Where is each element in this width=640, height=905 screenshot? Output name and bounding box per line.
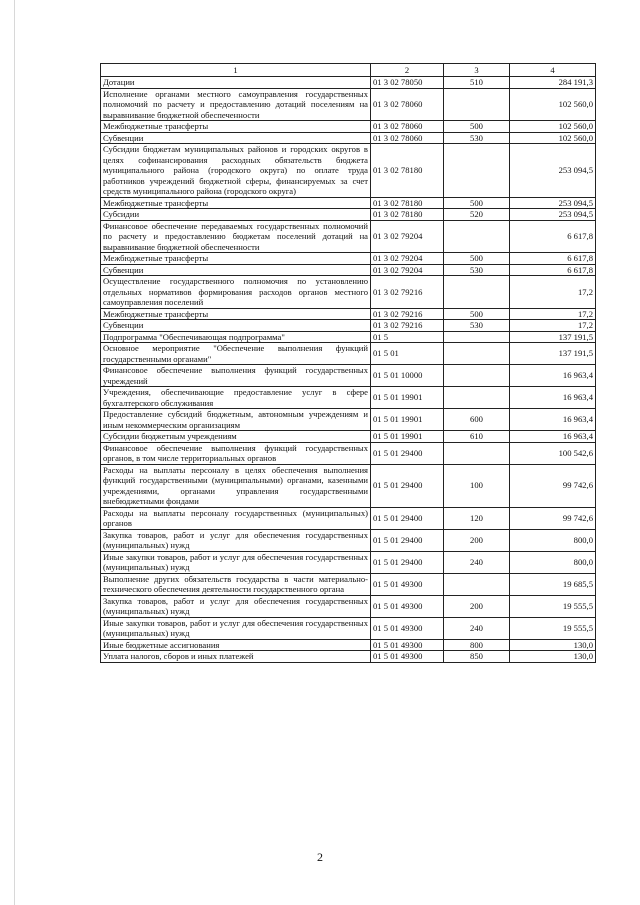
row-code: 01 5 01 49300 (371, 617, 444, 639)
row-code: 01 5 01 29400 (371, 442, 444, 464)
row-amount: 800,0 (510, 551, 596, 573)
scan-edge-line (14, 0, 15, 905)
row-code: 01 3 02 78060 (371, 121, 444, 133)
table-row (101, 387, 596, 409)
row-name: Межбюджетные трансферты (101, 308, 371, 320)
row-amount: 130,0 (510, 639, 596, 651)
row-amount: 99 742,6 (510, 507, 596, 529)
row-name: Иные закупки товаров, работ и услуг для обеспечения государственных (муниципальных) нужд (101, 617, 371, 639)
table-row (101, 365, 596, 387)
row-code: 01 5 01 49300 (371, 573, 444, 595)
row-amount: 17,2 (510, 276, 596, 309)
row-amount: 102 560,0 (510, 132, 596, 144)
row-code: 01 3 02 79216 (371, 320, 444, 332)
row-expense-type: 850 (444, 651, 510, 663)
row-expense-type: 500 (444, 253, 510, 265)
table-row (101, 529, 596, 551)
row-name: Дотации (101, 77, 371, 89)
row-name: Расходы на выплаты персоналу государственных (муниципальных) органов (101, 507, 371, 529)
table-row (101, 220, 596, 253)
row-amount: 284 191,3 (510, 77, 596, 89)
table-row (101, 253, 596, 265)
row-amount: 6 617,8 (510, 253, 596, 265)
row-code: 01 5 01 19901 (371, 387, 444, 409)
row-amount: 6 617,8 (510, 220, 596, 253)
row-expense-type: 800 (444, 639, 510, 651)
row-code: 01 5 01 29400 (371, 551, 444, 573)
table-row (101, 573, 596, 595)
row-amount: 17,2 (510, 308, 596, 320)
row-amount: 19 555,5 (510, 617, 596, 639)
row-name: Подпрограмма "Обеспечивающая подпрограмма" (101, 331, 371, 343)
row-name: Финансовое обеспечение передаваемых государственных полномочий по расчету и предоставлению бюджетам поселений дотаций на выравнивание бюджетной обеспеченности (101, 220, 371, 253)
table-row (101, 409, 596, 431)
table-row (101, 651, 596, 663)
table-row (101, 197, 596, 209)
table-row (101, 77, 596, 89)
row-amount: 102 560,0 (510, 121, 596, 133)
row-amount: 16 963,4 (510, 431, 596, 443)
row-expense-type: 500 (444, 308, 510, 320)
table-row (101, 209, 596, 221)
row-code: 01 5 01 29400 (371, 464, 444, 507)
table-row (101, 595, 596, 617)
row-code: 01 3 02 78050 (371, 77, 444, 89)
row-amount: 253 094,5 (510, 144, 596, 198)
table-row (101, 132, 596, 144)
row-name: Финансовое обеспечение выполнения функций государственных учреждений (101, 365, 371, 387)
table-row (101, 276, 596, 309)
header-col-1: 1 (101, 64, 371, 77)
row-name: Межбюджетные трансферты (101, 121, 371, 133)
row-name: Иные закупки товаров, работ и услуг для обеспечения государственных (муниципальных) нужд (101, 551, 371, 573)
table-row (101, 121, 596, 133)
row-amount: 137 191,5 (510, 343, 596, 365)
row-amount: 16 963,4 (510, 387, 596, 409)
row-code: 01 5 01 19901 (371, 409, 444, 431)
row-code: 01 5 01 (371, 343, 444, 365)
row-expense-type: 240 (444, 617, 510, 639)
row-expense-type: 520 (444, 209, 510, 221)
row-code: 01 3 02 78060 (371, 132, 444, 144)
row-expense-type: 120 (444, 507, 510, 529)
row-expense-type (444, 144, 510, 198)
row-name: Межбюджетные трансферты (101, 253, 371, 265)
row-amount: 253 094,5 (510, 209, 596, 221)
table-row (101, 639, 596, 651)
row-code: 01 5 01 29400 (371, 507, 444, 529)
row-name: Осуществление государственного полномочия по установлению отдельных нормативов формирования расходов органов местного самоуправления поселений (101, 276, 371, 309)
row-name: Закупка товаров, работ и услуг для обеспечения государственных (муниципальных) нужд (101, 529, 371, 551)
row-code: 01 5 01 29400 (371, 529, 444, 551)
table-row (101, 551, 596, 573)
row-code: 01 5 01 19901 (371, 431, 444, 443)
table-row (101, 431, 596, 443)
row-amount: 800,0 (510, 529, 596, 551)
row-name: Иные бюджетные ассигнования (101, 639, 371, 651)
table-row (101, 507, 596, 529)
row-code: 01 3 02 79204 (371, 264, 444, 276)
row-code: 01 3 02 79216 (371, 308, 444, 320)
row-expense-type (444, 343, 510, 365)
row-amount: 16 963,4 (510, 409, 596, 431)
row-amount: 6 617,8 (510, 264, 596, 276)
row-expense-type (444, 365, 510, 387)
header-col-4: 4 (510, 64, 596, 77)
table-row (101, 331, 596, 343)
table-header-row (101, 64, 596, 77)
row-expense-type: 610 (444, 431, 510, 443)
row-code: 01 5 01 10000 (371, 365, 444, 387)
row-name: Основное мероприятие "Обеспечение выполнения функций государственными органами" (101, 343, 371, 365)
row-expense-type: 240 (444, 551, 510, 573)
row-name: Выполнение других обязательств государства в части материально-технического обеспечения деятельности государственного органа (101, 573, 371, 595)
row-amount: 17,2 (510, 320, 596, 332)
table-row (101, 144, 596, 198)
row-amount: 137 191,5 (510, 331, 596, 343)
page-number: 2 (317, 850, 323, 864)
header-col-2: 2 (371, 64, 444, 77)
row-expense-type: 200 (444, 595, 510, 617)
row-name: Финансовое обеспечение выполнения функций государственных органов, в том числе территориальных органов (101, 442, 371, 464)
row-amount: 19 555,5 (510, 595, 596, 617)
row-name: Учреждения, обеспечивающие предоставление услуг в сфере бухгалтерского обслуживания (101, 387, 371, 409)
row-name: Субвенции (101, 320, 371, 332)
row-code: 01 5 01 49300 (371, 651, 444, 663)
row-expense-type (444, 387, 510, 409)
row-code: 01 3 02 78180 (371, 197, 444, 209)
table-row (101, 464, 596, 507)
row-code: 01 3 02 78180 (371, 209, 444, 221)
row-expense-type (444, 88, 510, 121)
row-expense-type (444, 331, 510, 343)
row-name: Закупка товаров, работ и услуг для обеспечения государственных (муниципальных) нужд (101, 595, 371, 617)
row-name: Предоставление субсидий бюджетным, автономным учреждениям и иным некоммерческим организациям (101, 409, 371, 431)
table-row (101, 320, 596, 332)
row-code: 01 5 (371, 331, 444, 343)
row-code: 01 3 02 79204 (371, 253, 444, 265)
row-expense-type: 100 (444, 464, 510, 507)
row-expense-type: 500 (444, 121, 510, 133)
row-name: Расходы на выплаты персоналу в целях обеспечения выполнения функций государственными (муниципальными) органами, казенными учреждениями, органами управления государственными внебюджетными фондами (101, 464, 371, 507)
row-amount: 130,0 (510, 651, 596, 663)
row-amount: 100 542,6 (510, 442, 596, 464)
row-expense-type (444, 220, 510, 253)
row-code: 01 3 02 79216 (371, 276, 444, 309)
row-name: Субсидии (101, 209, 371, 221)
row-code: 01 5 01 49300 (371, 639, 444, 651)
table-row (101, 442, 596, 464)
row-expense-type: 530 (444, 132, 510, 144)
row-expense-type: 530 (444, 264, 510, 276)
row-amount: 19 685,5 (510, 573, 596, 595)
row-amount: 99 742,6 (510, 464, 596, 507)
row-name: Исполнение органами местного самоуправления государственных полномочий по расчету и предоставлению дотаций поселениям на выравнивание бюджетной обеспеченности (101, 88, 371, 121)
row-code: 01 3 02 78060 (371, 88, 444, 121)
table-row (101, 264, 596, 276)
row-code: 01 5 01 49300 (371, 595, 444, 617)
row-expense-type (444, 573, 510, 595)
row-name: Субсидии бюджетам муниципальных районов и городских округов в целях софинансирования расходных обязательств бюджета муниципального района (городского округа) по оплате труда работников учреждений бюджетной сферы, финансируемых за счет средств муниципального района (городского округа) (101, 144, 371, 198)
table-row (101, 617, 596, 639)
row-amount: 16 963,4 (510, 365, 596, 387)
row-amount: 253 094,5 (510, 197, 596, 209)
row-name: Межбюджетные трансферты (101, 197, 371, 209)
row-expense-type: 510 (444, 77, 510, 89)
table-row (101, 343, 596, 365)
row-amount: 102 560,0 (510, 88, 596, 121)
row-code: 01 3 02 79204 (371, 220, 444, 253)
row-name: Уплата налогов, сборов и иных платежей (101, 651, 371, 663)
row-expense-type: 200 (444, 529, 510, 551)
table-row (101, 308, 596, 320)
row-expense-type (444, 442, 510, 464)
row-expense-type: 600 (444, 409, 510, 431)
row-expense-type: 530 (444, 320, 510, 332)
row-expense-type (444, 276, 510, 309)
row-name: Субвенции (101, 132, 371, 144)
row-expense-type: 500 (444, 197, 510, 209)
budget-table (100, 63, 596, 663)
header-col-3: 3 (444, 64, 510, 77)
row-code: 01 3 02 78180 (371, 144, 444, 198)
row-name: Субсидии бюджетным учреждениям (101, 431, 371, 443)
table-row (101, 88, 596, 121)
row-name: Субвенции (101, 264, 371, 276)
